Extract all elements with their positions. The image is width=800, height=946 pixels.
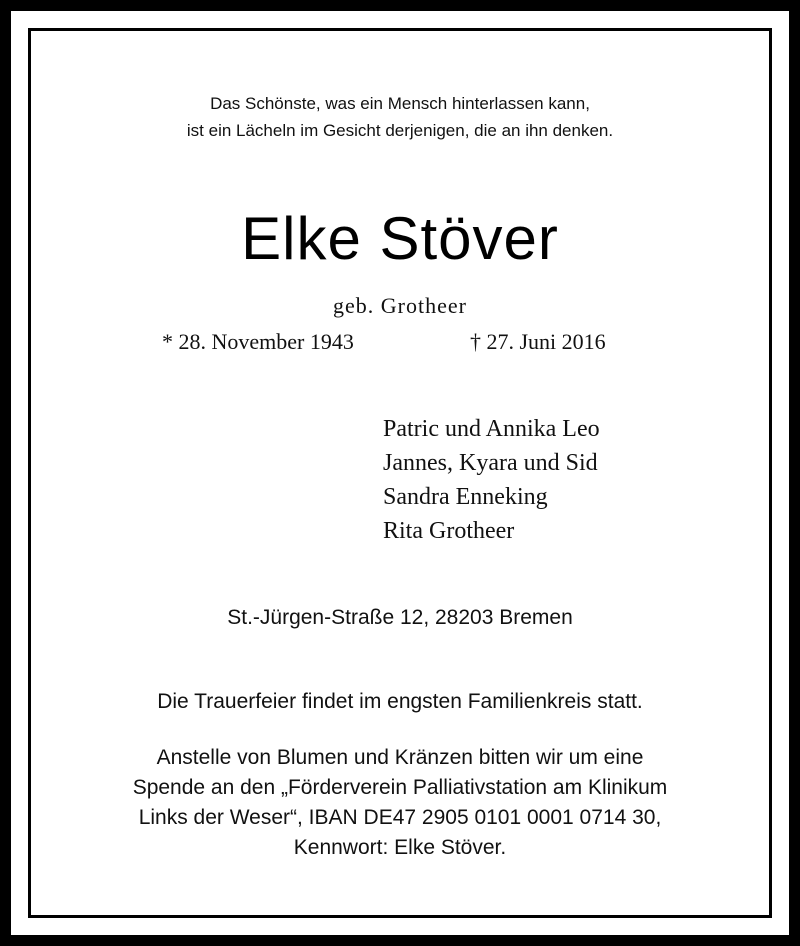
donation-line-2: Spende an den „Förderverein Palliativstation am Klinikum: [132, 776, 668, 799]
mourner-item: Rita Grotheer: [383, 518, 515, 544]
quote-line-1: Das Schönste, was ein Mensch hinterlassen kann,: [210, 94, 590, 113]
life-dates: [0, 327, 800, 357]
maiden-name: geb. Grotheer: [333, 293, 467, 318]
mourner-item: Jannes, Kyara und Sid: [383, 450, 598, 476]
family-address: St.-Jürgen-Straße 12, 28203 Bremen: [227, 606, 573, 629]
mourner-item: Patric und Annika Leo: [383, 416, 600, 442]
donation-line-4: Kennwort: Elke Stöver.: [293, 836, 507, 859]
quote-line-2: ist ein Lächeln im Gesicht derjenigen, die an ihn denken.: [186, 121, 614, 140]
ceremony-notice: Die Trauerfeier findet im engsten Familienkreis statt.: [157, 690, 643, 713]
mourner-item: Sandra Enneking: [383, 484, 548, 510]
donation-line-1: Anstelle von Blumen und Kränzen bitten wir um eine: [156, 746, 644, 769]
birth-date: * 28. November 1943: [162, 329, 354, 354]
mourners-list: [383, 412, 600, 548]
donation-line-3: Links der Weser“, IBAN DE47 2905 0101 0001 0714 30,: [138, 806, 662, 829]
deceased-name: Elke Stöver: [241, 205, 559, 272]
death-date: † 27. Juni 2016: [470, 329, 606, 354]
